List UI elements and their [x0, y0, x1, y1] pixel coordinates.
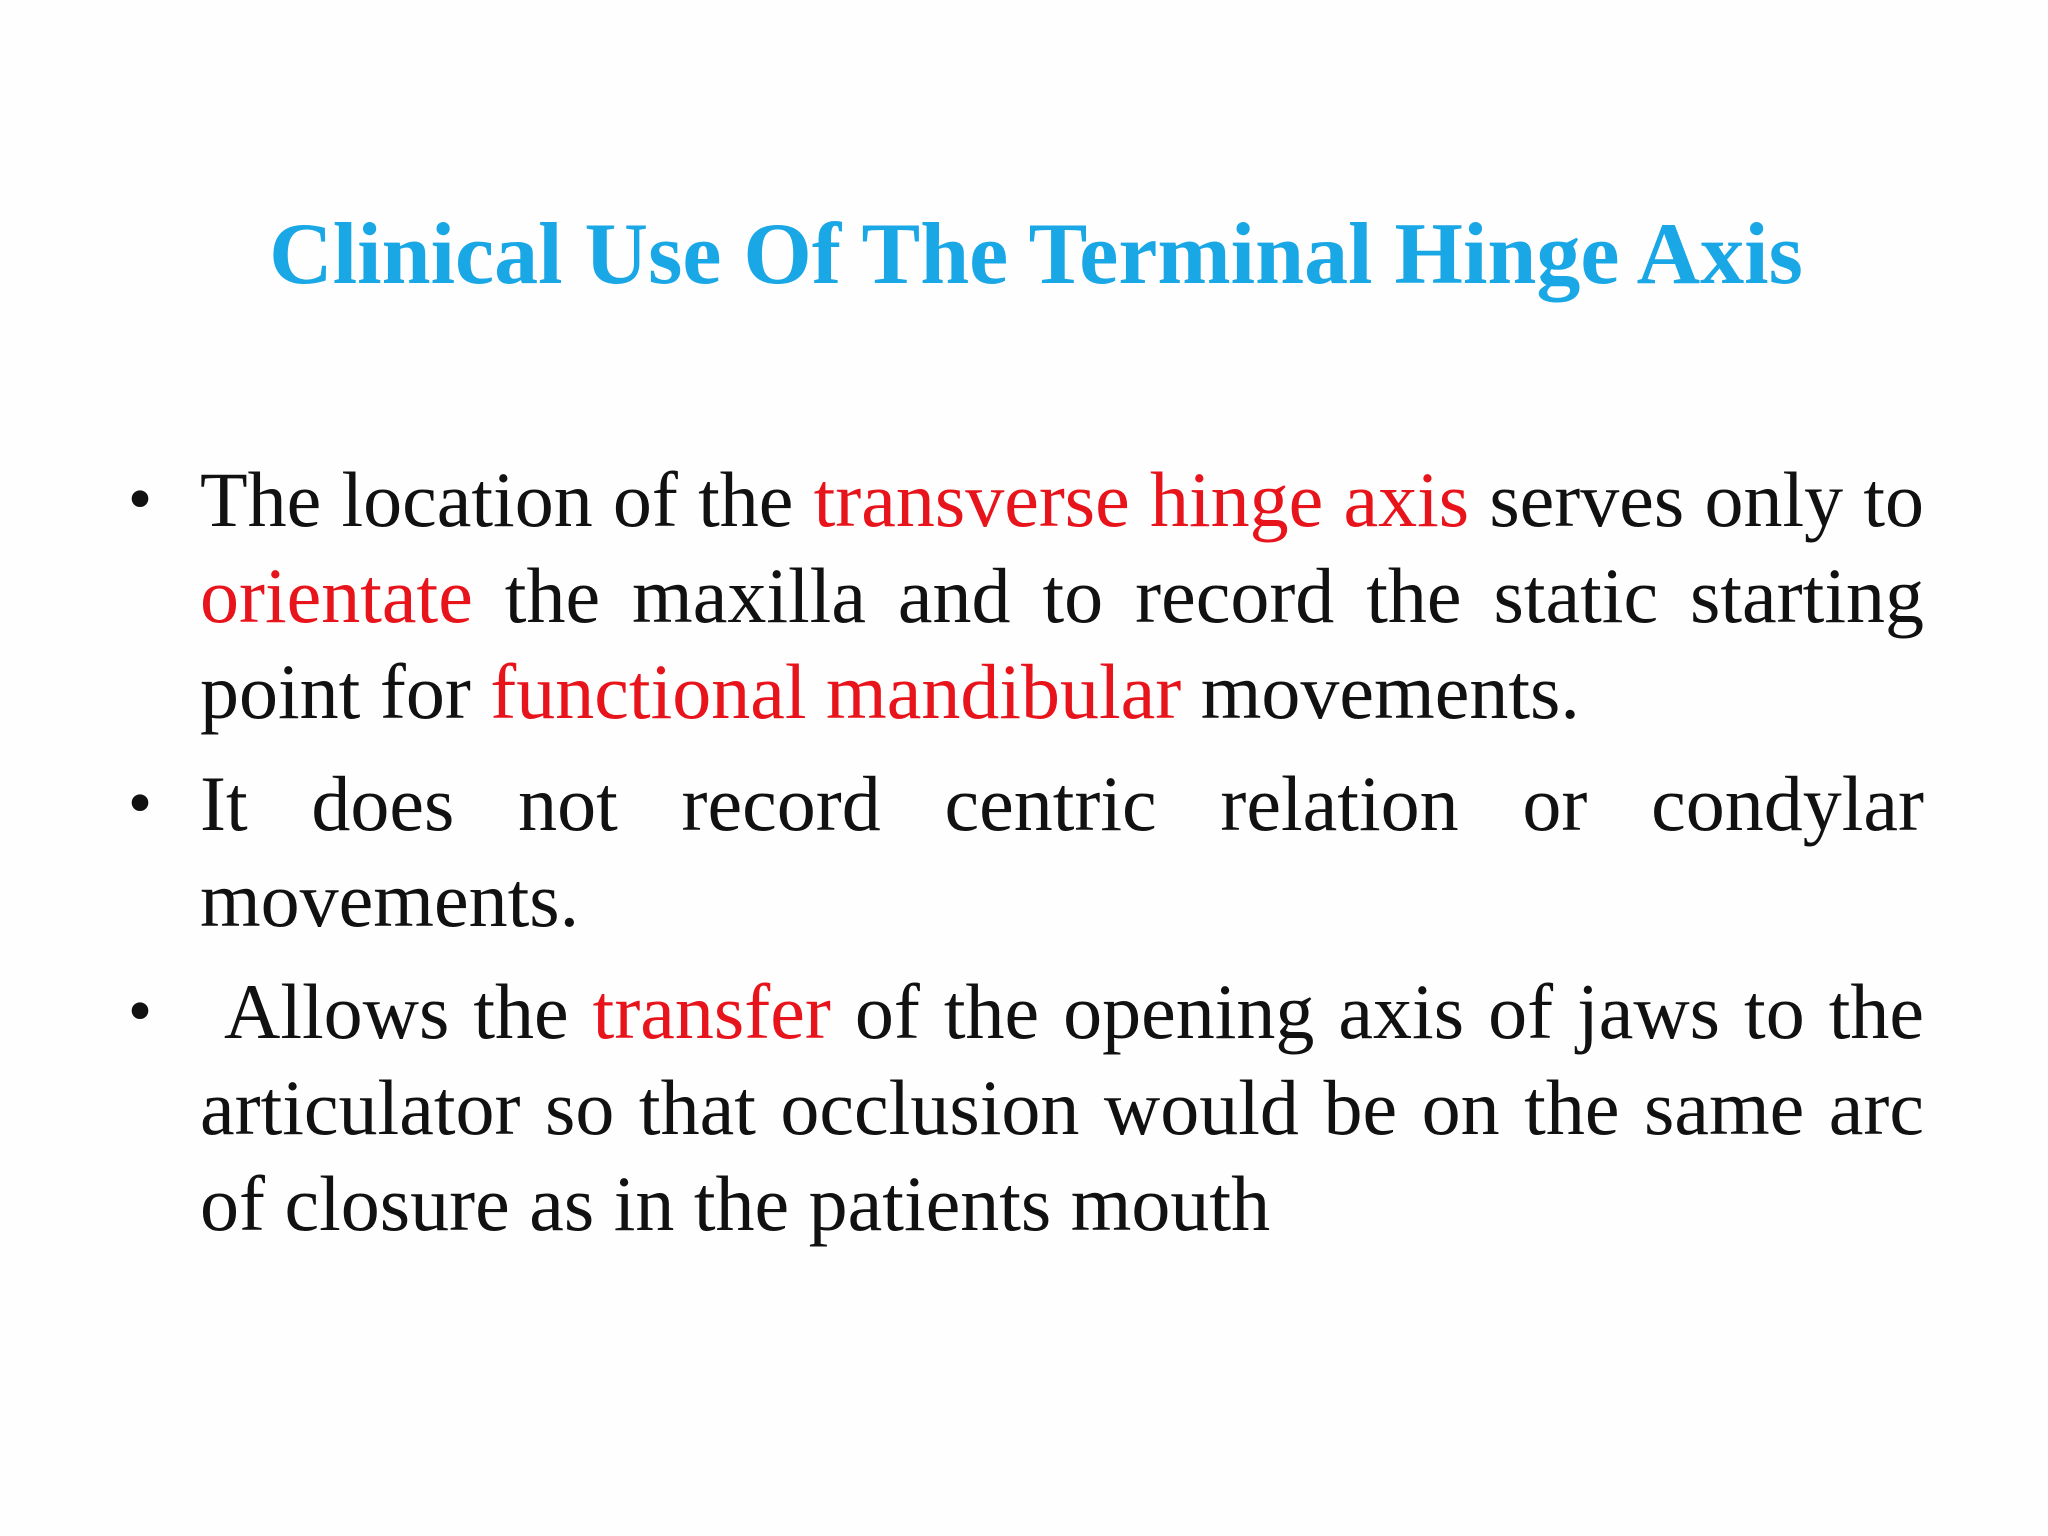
highlight-term: transverse hinge axis: [813, 456, 1470, 543]
slide-title: Clinical Use Of The Terminal Hinge Axis: [269, 206, 1803, 303]
highlight-term: transfer: [592, 968, 831, 1055]
bullet-text: of the opening axis of jaws to the articulator so that occlusion would be on the same arc of closure as in the patients mouth: [200, 968, 1924, 1247]
highlight-term: functional mandibular: [490, 648, 1182, 735]
bullet-icon: •: [127, 461, 153, 538]
bullet-text: movements.: [1181, 648, 1580, 735]
bullet-text: The location of the: [200, 456, 814, 543]
bullet-item: [127, 452, 1924, 740]
bullet-text: the maxilla and to record the static starting point for: [200, 552, 1924, 735]
bullet-item: [127, 964, 1924, 1252]
bullet-list: [127, 452, 1924, 1252]
highlight-term: orientate: [200, 552, 473, 639]
bullet-text: Allows the: [200, 968, 593, 1055]
bullet-icon: •: [127, 973, 153, 1050]
bullet-item: [127, 756, 1924, 948]
bullet-icon: •: [127, 765, 153, 842]
bullet-text: serves only to: [1469, 456, 1924, 543]
bullet-text: It does not record centric relation or condylar movements.: [200, 760, 1924, 943]
